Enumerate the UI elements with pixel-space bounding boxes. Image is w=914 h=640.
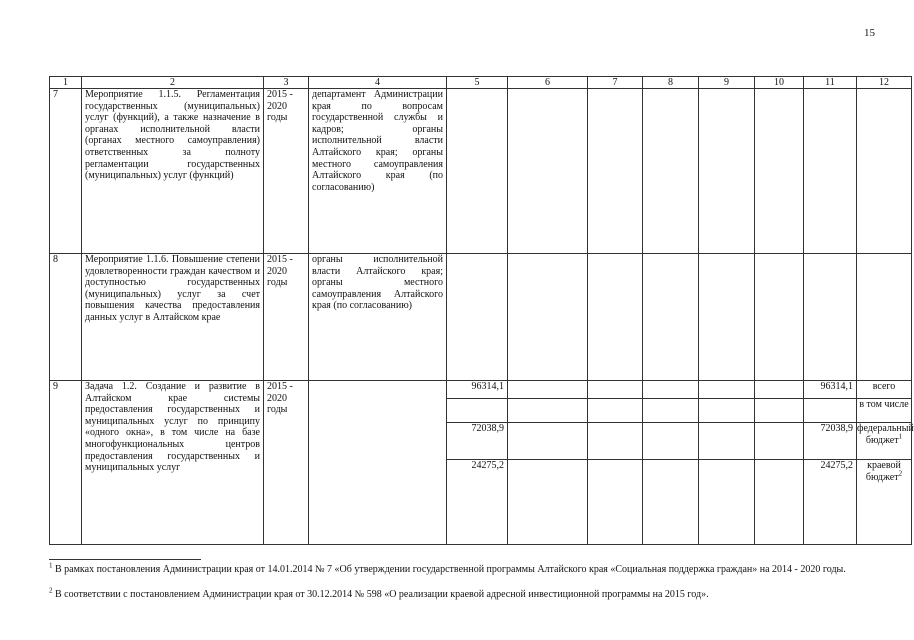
executor <box>309 381 447 545</box>
measure-name: Мероприятие 1.1.6. Повышение степени удовлетворенности граждан качеством и доступностью государственных (муниципальных) услуг за счет повышения качества предоставления данных услуг в Алтайском крае <box>82 254 264 381</box>
footnote-mark: 1 <box>49 561 53 570</box>
program-table <box>49 76 912 545</box>
table-row <box>50 381 912 399</box>
header-cell: 11 <box>804 77 857 89</box>
footnote <box>49 586 849 601</box>
period: 2015 - 2020 годы <box>264 254 309 381</box>
header-row <box>50 77 912 89</box>
table-row <box>50 89 912 254</box>
period: 2015 - 2020 годы <box>264 89 309 254</box>
funding-source: в том числе <box>857 399 912 423</box>
period: 2015 - 2020 годы <box>264 381 309 545</box>
executor: департамент Администрации края по вопросам государственной службы и кадров; органы исполнительной власти Алтайского края; органы местного самоуправления Алтайского края (по согласованию) <box>309 89 447 254</box>
amount-col5: 96314,1 <box>447 381 508 399</box>
row-number: 9 <box>50 381 82 545</box>
page-number: 15 <box>864 27 875 39</box>
footnote <box>49 561 849 576</box>
measure-name: Мероприятие 1.1.5. Регламентация государственных (муниципальных) услуг (функций), а также назначение в органах исполнительной власти (органах местного самоуправления) ответственных за полноту регламентации государственных (муниципальных) услуг (функций) <box>82 89 264 254</box>
footnote-text: В рамках постановления Администрации края от 14.01.2014 № 7 «Об утверждении государственной программы Алтайского края «Социальная поддержка граждан» на 2014 - 2020 годы. <box>52 564 846 575</box>
footnote-divider <box>49 559 201 560</box>
funding-source: краевой бюджет <box>865 460 901 483</box>
row-number: 7 <box>50 89 82 254</box>
header-cell: 7 <box>588 77 643 89</box>
amount-col11: 24275,2 <box>804 460 857 545</box>
amount-col11: 96314,1 <box>804 381 857 399</box>
header-cell: 5 <box>447 77 508 89</box>
measure-name: Задача 1.2. Создание и развитие в Алтайском крае системы предоставления государственных и муниципальных услуг по принципу «одного окна», в том числе на базе многофункциональных центров предоставления государственных и муниципальных услуг <box>82 381 264 545</box>
header-cell: 8 <box>643 77 699 89</box>
header-cell: 2 <box>82 77 264 89</box>
header-cell: 12 <box>857 77 912 89</box>
header-cell: 1 <box>50 77 82 89</box>
table-row <box>50 254 912 381</box>
executor: органы исполнительной власти Алтайского края; органы местного самоуправления Алтайского края (по согласованию) <box>309 254 447 381</box>
amount-col11 <box>804 399 857 423</box>
row-number: 8 <box>50 254 82 381</box>
funding-source: всего <box>857 381 912 399</box>
amount-col5: 72038,9 <box>447 423 508 460</box>
funding-source: федеральный бюджет <box>857 423 914 446</box>
header-cell: 9 <box>699 77 755 89</box>
funding-source-cell <box>857 423 912 460</box>
header-cell: 10 <box>755 77 804 89</box>
footnote-text: В соответствии с постановлением Администрации края от 30.12.2014 № 598 «О реализации краевой адресной инвестиционной программы на 2015 год». <box>52 589 709 600</box>
header-cell: 4 <box>309 77 447 89</box>
footnote-ref: 2 <box>898 469 903 478</box>
header-cell: 6 <box>508 77 588 89</box>
amount-col11: 72038,9 <box>804 423 857 460</box>
header-cell: 3 <box>264 77 309 89</box>
footnote-ref: 1 <box>898 432 903 441</box>
footnote-mark: 2 <box>49 586 53 595</box>
amount-col5: 24275,2 <box>447 460 508 545</box>
funding-source-cell <box>857 460 912 545</box>
amount-col5 <box>447 399 508 423</box>
